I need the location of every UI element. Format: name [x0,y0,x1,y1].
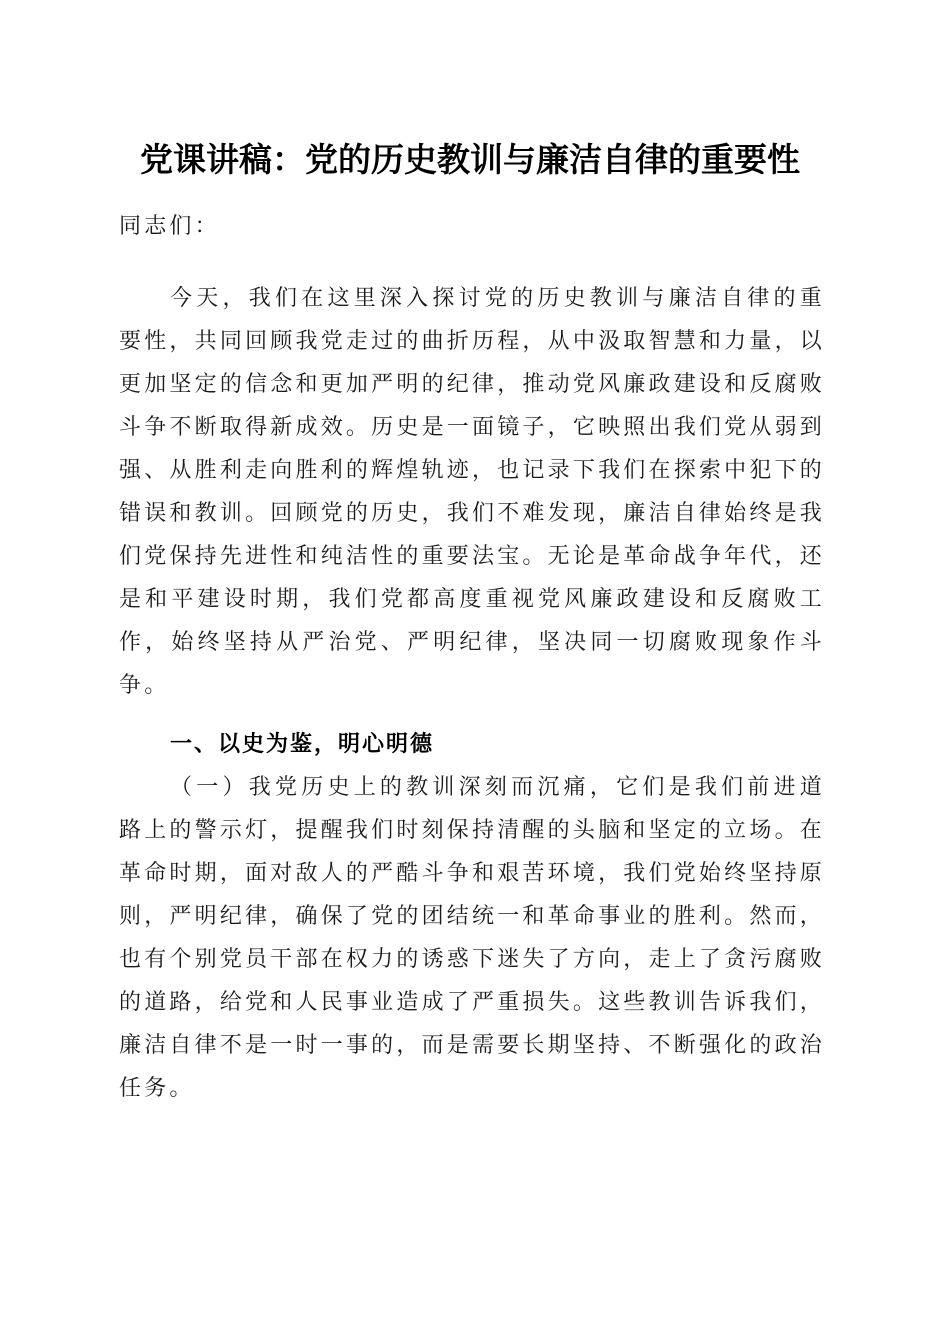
document-title: 党课讲稿：党的历史教训与廉洁自律的重要性 [140,140,800,179]
salutation: 同志们： [119,214,220,239]
section-heading-1: 一、以史为鉴，明心明德 [170,732,435,757]
intro-paragraph: 今天，我们在这里深入探讨党的历史教训与廉洁自律的重要性，共同回顾我党走过的曲折历程，从中汲取智慧和力量，以更加坚定的信念和更加严明的纪律，推动党风廉政建设和反腐败斗争不断取得新成效。历史是一面镜子，它映照出我们党从弱到强、从胜利走向胜利的辉煌轨迹，也记录下我们在探索中犯下的错误和教训。回顾党的历史，我们不难发现，廉洁自律始终是我们党保持先进性和纯洁性的重要法宝。无论是革命战争年代，还是和平建设时期，我们党都高度重视党风廉政建设和反腐败工作，始终坚持从严治党、严明纪律，坚决同一切腐败现象作斗争。 [119,286,825,698]
section-1-paragraph-1: （一）我党历史上的教训深刻而沉痛，它们是我们前进道路上的警示灯，提醒我们时刻保持清醒的头脑和坚定的立场。在革命时期，面对敌人的严酷斗争和艰苦环境，我们党始终坚持原则，严明纪律，确保了党的团结统一和革命事业的胜利。然而，也有个别党员干部在权力的诱惑下迷失了方向，走上了贪污腐败的道路，给党和人民事业造成了严重损失。这些教训告诉我们，廉洁自律不是一时一事的，而是需要长期坚持、不断强化的政治任务。 [119,775,825,1101]
